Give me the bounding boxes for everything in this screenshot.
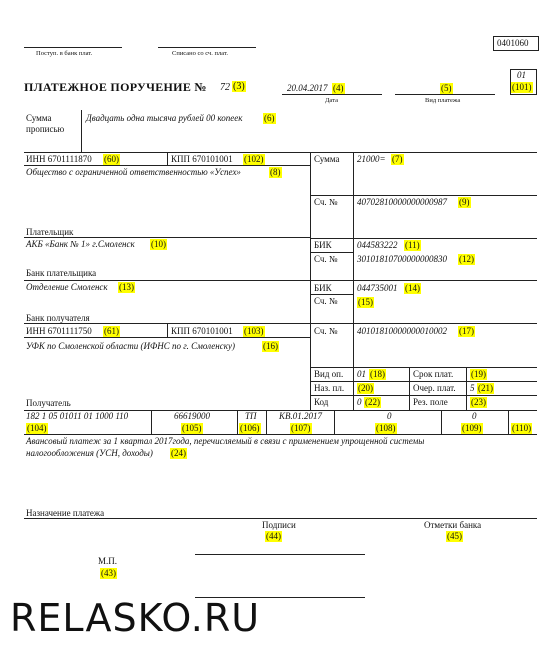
- payer-bank-top: [310, 238, 537, 239]
- op-res-label: Рез. поле: [413, 397, 448, 407]
- budget-div-2: [237, 410, 238, 434]
- op-term-label: Срок плат.: [413, 369, 454, 379]
- watermark: RELASKO.RU: [10, 596, 261, 640]
- amount-row-bottom: [310, 195, 537, 196]
- op-res-tag: (23): [471, 397, 486, 407]
- signatures-caption: Подписи: [262, 520, 296, 530]
- payee-account-tag: (17): [459, 326, 474, 336]
- op-block-divider-2: [466, 367, 467, 410]
- payer-account-tag: (9): [459, 197, 470, 207]
- payee-name: УФК по Смоленской области (ИФНС по г. Смоленску): [26, 341, 235, 351]
- payee-corr-tag: (15): [358, 297, 373, 307]
- sum-words-label-1: Сумма: [26, 113, 52, 123]
- payer-name-tag: (8): [270, 167, 281, 177]
- purpose-bottom: [24, 518, 537, 519]
- payee-bank-name: Отделение Смоленск: [26, 282, 108, 292]
- payer-inn-tag: (60): [104, 154, 119, 164]
- op-term-tag: (19): [471, 369, 486, 379]
- order-title: ПЛАТЕЖНОЕ ПОРУЧЕНИЕ №: [24, 80, 207, 94]
- budget-period-tag: (107): [291, 423, 311, 433]
- payer-inn: ИНН 6701111870: [26, 154, 92, 164]
- grid-mid-vertical: [310, 152, 311, 410]
- payer-bottom: [24, 237, 310, 238]
- date-caption: Дата: [325, 97, 338, 104]
- payer-bank-name: АКБ «Банк № 1» г.Смоленск: [26, 239, 135, 249]
- order-number: 72: [220, 82, 230, 93]
- op-code-label: Код: [314, 397, 329, 407]
- budget-kbk: 182 1 05 01011 01 1000 110: [26, 411, 129, 421]
- payee-inn: ИНН 6701111750: [26, 326, 92, 336]
- payee-bank-caption: Банк получателя: [26, 313, 90, 323]
- budget-div-1: [151, 410, 152, 434]
- op-vid-value: 01: [357, 369, 366, 379]
- sum-words-divider: [81, 110, 82, 152]
- inn-kpp-divider: [167, 152, 168, 165]
- payee-bank-bottom: [24, 323, 537, 324]
- grid-code-vertical: [353, 152, 354, 410]
- payee-caption: Получатель: [26, 398, 71, 408]
- bank-marks-tag: (45): [447, 531, 462, 541]
- pay-type-caption: Вид платежа: [425, 97, 461, 104]
- payee-inn-kpp-divider: [167, 323, 168, 337]
- op-vid-label: Вид оп.: [314, 369, 344, 379]
- sum-words-tag: (6): [264, 113, 275, 123]
- budget-bottom: [24, 434, 537, 435]
- op-queue-label: Очер. плат.: [413, 383, 456, 393]
- status-value: 01: [517, 70, 526, 80]
- payer-kpp: КПП 670101001: [171, 154, 233, 164]
- op-code-value: 0: [357, 397, 362, 407]
- payee-account-label: Сч. №: [314, 326, 338, 336]
- payee-kpp: КПП 670101001: [171, 326, 233, 336]
- op-queue-tag: (21): [478, 383, 493, 393]
- amount-label: Сумма: [314, 154, 340, 164]
- payer-name: Общество с ограниченной ответственностью «Успех»: [26, 167, 241, 177]
- payer-bik-value: 044583222: [357, 240, 398, 250]
- payee-inn-tag: (61): [104, 326, 119, 336]
- mp-caption: М.П.: [98, 556, 118, 566]
- signature-line-1: [195, 554, 365, 555]
- payer-bank-caption: Банк плательщика: [26, 268, 97, 278]
- budget-doc-date-tag: (109): [462, 423, 482, 433]
- purpose-line-2: налогообложения (УСН, доходы): [26, 448, 153, 458]
- payee-bank-tag: (13): [119, 282, 134, 292]
- op-naz-label: Наз. пл.: [314, 383, 345, 393]
- budget-doc-no: 0: [387, 411, 392, 421]
- payee-inn-bottom: [24, 337, 310, 338]
- payer-account-label: Сч. №: [314, 197, 338, 207]
- budget-oktmo: 66619000: [174, 411, 210, 421]
- bank-marks-caption: Отметки банка: [424, 520, 482, 530]
- op-queue-value: 5: [470, 383, 475, 393]
- receipt-caption: Поступ. в банк плат.: [36, 50, 93, 57]
- op-row1-bottom: [310, 381, 537, 382]
- payee-bik-label: БИК: [314, 283, 332, 293]
- debit-caption: Списано со сч. плат.: [172, 50, 228, 57]
- op-block-top: [310, 367, 537, 368]
- order-date: 20.04.2017: [287, 83, 328, 93]
- budget-doc-date: 0: [472, 411, 477, 421]
- payee-bik-value: 044735001: [357, 283, 398, 293]
- order-number-tag: (3): [233, 81, 245, 92]
- payee-kpp-tag: (103): [244, 326, 264, 336]
- payee-corr-label: Сч. №: [314, 296, 338, 306]
- op-row2-bottom: [310, 395, 537, 396]
- form-code: 0401060: [497, 38, 529, 48]
- amount-tag: (7): [392, 154, 403, 164]
- purpose-caption: Назначение платежа: [26, 508, 105, 518]
- budget-last-tag: (110): [512, 423, 532, 433]
- order-date-tag: (4): [333, 83, 344, 93]
- payer-bik-bottom: [310, 252, 353, 253]
- op-block-divider-1: [409, 367, 410, 410]
- amount-value: 21000=: [357, 154, 386, 164]
- budget-doc-no-tag: (108): [376, 423, 396, 433]
- payee-account-value: 40101810000000010002: [357, 326, 447, 336]
- sum-words-label-2: прописью: [26, 124, 65, 134]
- budget-oktmo-tag: (105): [182, 423, 202, 433]
- payer-account-value: 40702810000000000987: [357, 197, 447, 207]
- budget-div-6: [508, 410, 509, 434]
- payee-bik-tag: (14): [405, 283, 420, 293]
- payer-bank-bottom: [24, 280, 537, 281]
- mp-tag: (43): [101, 568, 116, 578]
- budget-div-5: [441, 410, 442, 434]
- op-naz-tag: (20): [358, 383, 373, 393]
- payee-bik-bottom: [310, 294, 353, 295]
- payer-bank-tag: (10): [151, 239, 166, 249]
- budget-div-3: [266, 410, 267, 434]
- payer-corr-label: Сч. №: [314, 254, 338, 264]
- payer-bik-label: БИК: [314, 240, 332, 250]
- budget-kbk-tag: (104): [27, 423, 47, 433]
- payer-corr-tag: (12): [459, 254, 474, 264]
- status-tag: (101): [512, 82, 532, 92]
- inn-row-bottom: [24, 165, 310, 166]
- op-code-tag: (22): [365, 397, 380, 407]
- signatures-tag: (44): [266, 531, 281, 541]
- purpose-line-1: Авансовый платеж за 1 квартал 2017года, перечисляемый в связи с применением упрощенной системы: [26, 436, 425, 446]
- budget-basis: ТП: [245, 411, 257, 421]
- grid-top: [24, 152, 537, 153]
- payer-bik-tag: (11): [405, 240, 420, 250]
- payer-kpp-tag: (102): [244, 154, 264, 164]
- op-vid-tag: (18): [370, 369, 385, 379]
- budget-div-4: [334, 410, 335, 434]
- pay-type-tag: (5): [441, 83, 452, 93]
- budget-basis-tag: (106): [240, 423, 260, 433]
- budget-period: КВ.01.2017: [279, 411, 322, 421]
- payee-name-tag: (16): [263, 341, 278, 351]
- purpose-tag: (24): [171, 448, 186, 458]
- payer-corr-value: 30101810700000000830: [357, 254, 447, 264]
- sum-words-value: Двадцать одна тысяча рублей 00 копеек: [86, 113, 243, 123]
- payer-caption: Плательщик: [26, 227, 74, 237]
